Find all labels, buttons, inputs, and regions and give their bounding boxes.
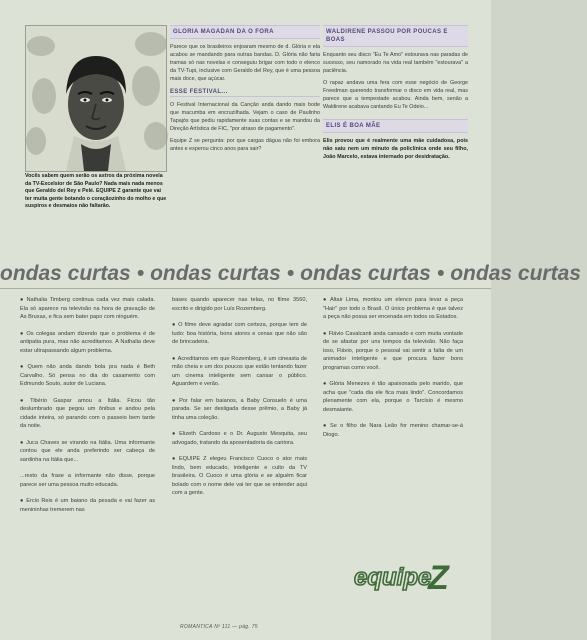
news-item [172, 355, 307, 389]
news-item-text: EQUIPE Z elegeu Francisco Cuoco o ator mais lindo, bem educado, inteligente e culto da TV brasileira. O Cuoco é uma glória e se alguém ficar bolado com o nome dele vai ter que se entender aqui com a gente. [172, 456, 307, 496]
article-text: O rapaz andava uma fera com esse negócio de George Freedman querendo transformar o disco em vida real, mas parece que a tempestade acabou. Ainda bem, senão a Waldirene acabava cantando Eu Te Odeio... [323, 80, 468, 110]
subheading-festival: ESSE FESTIVAL... [170, 89, 320, 97]
news-item [20, 497, 155, 514]
news-item-text: Tibério Gaspar amou a Itália. Ficou tão deslumbrado que pegou um ônibus e andou pela cidade inteira, só parando com o passeio bem tarde da noite. [20, 397, 155, 429]
news-item-text: Ercio Reis é um baiano da pesada e vai fazer as menininhas tremerem nas [20, 498, 155, 513]
headline-waldirene: WALDIRENE PASSOU POR POUCAS E BOAS [323, 25, 468, 47]
banner-separator: • [136, 262, 145, 285]
logo-word: equipe [354, 564, 432, 591]
banner-text: ondas curtas [150, 262, 281, 285]
banner-text: ondas curtas [300, 262, 431, 285]
news-column-1 [20, 296, 155, 522]
news-item [20, 330, 155, 356]
news-item [172, 296, 307, 313]
middle-column [170, 25, 320, 153]
news-item [323, 422, 463, 439]
news-item-text: Quem não anda dando bola pra nada é Beth Carvalho. Só pensa no dia do casamento com Edmundo Souto, autor de Luciana. [20, 364, 155, 387]
news-item [20, 397, 155, 431]
news-item-text: Os colegas andam dizendo que o problema é de antipatia pura, mas não acreditamos. A Nathalia deve estar ultrapassando algum problema. [20, 330, 155, 354]
news-item [20, 439, 155, 465]
news-item [323, 380, 463, 414]
photo-caption: Vocês sabem quem serão os astros da próxima novela da TV-Excelsior de São Paulo? Nada mais nada menos que Geraldo del Rey e Pelé. EQUIPE Z garante que vai ter muita gente botando o coraçãozinho do molho e que suspiros e desmaios não faltarão. [25, 173, 167, 209]
bullet-icon: ● [323, 381, 328, 387]
bullet-icon: ● [20, 364, 26, 370]
headline-elis: ELIS É BOA MÃE [323, 119, 468, 133]
news-item-text: Altair Lima, montou um elenco para levar a peça "Hair" por todo o Brasil. O único problema é que talvez a peça não possa ser encenada em todos os Estados. [323, 297, 463, 320]
bullet-icon: ● [172, 355, 176, 362]
news-item [172, 397, 307, 423]
news-item-text: Por falar em baianos, a Baby Consuelo é uma parada. Se ser desligada desse prêmio, a Baby já tinha uma coleção. [172, 397, 307, 421]
news-item [20, 296, 155, 322]
news-item-text: Se o filho de Nara Leão for menino chamar-se-á Diogo. [323, 423, 463, 438]
news-column-2 [172, 296, 307, 506]
equipe-z-logo [352, 555, 462, 600]
divider [0, 288, 491, 289]
bullet-icon: ● [172, 397, 178, 404]
banner-separator: • [436, 262, 445, 285]
portrait-photo [25, 25, 167, 172]
bullet-icon: ● [20, 498, 25, 504]
news-item-text: ...resto da frase a informante não disse, porque parece ser uma pessoa muito educada. [20, 473, 155, 488]
bullet-icon: ● [20, 397, 29, 404]
article-text: Elis provou que é realmente uma mãe cuidadosa, pois não saiu nem um minuto da policlínica onde seu filho, João Marcelo, estava internado por desidratação. [323, 138, 468, 160]
bullet-icon: ● [172, 322, 177, 328]
news-item-text: Juca Chaves se virando na Itália. Uma informante contou que ele anda preferindo ser cabeça de sardinha na Itália que... [20, 439, 155, 463]
news-item-text: O filme deve agradar com certeza, porque tem de tudo: boa história, bons atores e cenas que não são de brincadeira. [172, 322, 307, 345]
bullet-icon: ● [20, 297, 25, 303]
news-item-text: Flávio Cavalcanti anda cansado e com muita vontade de se afastar por uns tempos da televisão. Não faça isso, Flávio, porque o pessoal vai sentir a falta de um animador inteligente e que procura fazer bons programas como você. [323, 330, 463, 371]
article-text: Equipe Z se pergunta: por que cargas dágua não foi embora antes e esperou cinco anos para sair? [170, 138, 320, 152]
news-item [20, 472, 155, 489]
bullet-icon: ● [323, 297, 328, 303]
news-item [323, 296, 463, 322]
bullet-icon: ● [20, 330, 25, 337]
section-banner [0, 262, 581, 286]
logo-letter: Z [428, 559, 449, 597]
banner-separator: • [286, 262, 295, 285]
bullet-icon: ● [172, 431, 178, 437]
right-column [323, 25, 468, 161]
news-item-text: Acreditamos em que Rozemberg, é um cineasta de mão cheia e um dos poucos que estão tentando fazer um cinema inteligente sem cansar o público. Aguardem e verão. [172, 355, 307, 387]
news-item-text: Glória Menezes é tão apaixonada pelo marido, que acha que "cada dia ele fica mais lindo". Concordamos plenamente com ela, porque o Tarcísio é mesmo desmaiante. [323, 381, 463, 413]
news-item-text: Nathalia Timberg continua cada vez mais calada. Ela só aparece na televisão na hora de gravação de As Bruxas, e fica sem bater papo com ninguém. [20, 297, 155, 320]
news-column-3 [323, 296, 463, 447]
article-text: Parece que os brasileiros enjoaram mesmo de d. Glória e ela acabou se mandando para outras bandas. D. Glória não faria tramas só nas novelas e conseguiu brigar com todo o elenco da TV-Tupi, inclusive com Geraldo del Rey, que é uma pessoa mais doce, que açúcar. [170, 44, 320, 82]
news-item [172, 455, 307, 498]
bullet-icon: ● [323, 330, 327, 337]
bullet-icon: ● [323, 423, 329, 429]
article-text: O Festival Internacional da Canção anda dando mais bode que macumba em encruzilhada. Vejam o caso de Paulinho Tapajós que pediu rapidamente suas contas e se mandou da Direção Artística de FIC, "por atraso de pagamento". [170, 102, 320, 132]
bullet-icon: ● [172, 456, 177, 462]
headline-gloria: GLORIA MAGADAN DA O FORA [170, 25, 320, 39]
news-item [20, 363, 155, 389]
news-item [172, 321, 307, 347]
news-item-text: Elizeth Cardoso e o Dr. Augusto Mesquita, seu advogado, tratando da aposentadoria da cantora. [172, 431, 307, 446]
page-footer: ROMANTICA Nº 111 — pág. 75 [180, 624, 258, 630]
news-item-text: bases quando aparecer nas telas, no filme 3560, escrito e dirigido por Luís Rozemberg. [172, 297, 307, 312]
news-item [172, 430, 307, 447]
news-item [323, 330, 463, 373]
banner-text: ondas curtas [450, 262, 581, 285]
bullet-icon: ● [20, 439, 25, 446]
article-text: Enquanto seu disco "Eu Te Amo" estourava nas paradas de sucesso, seu namorado na vida real também "estourava" a paciência. [323, 52, 468, 74]
banner-text: ondas curtas [0, 262, 131, 285]
portrait-image [26, 26, 166, 171]
